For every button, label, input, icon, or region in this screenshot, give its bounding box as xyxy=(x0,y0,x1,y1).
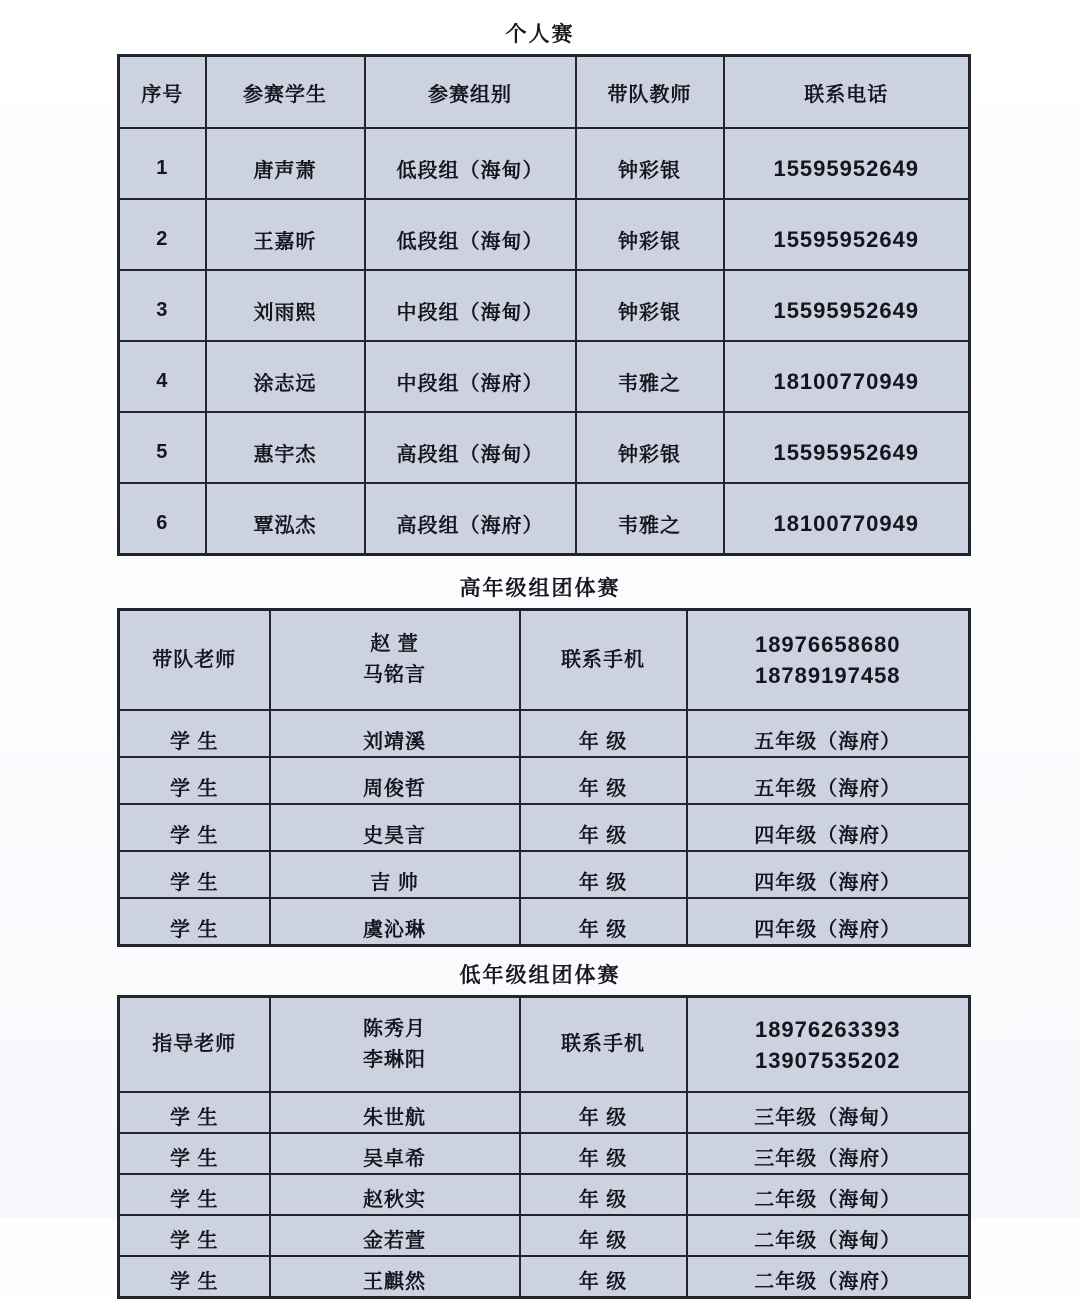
phone-cell: 18100770949 xyxy=(724,483,970,555)
leader-name: 赵 萱 xyxy=(370,633,419,655)
student-label-cell: 学 生 xyxy=(119,757,270,804)
student-label-cell: 学 生 xyxy=(119,710,270,757)
phone-cell: 15595952649 xyxy=(724,128,970,199)
student-label-cell: 学 生 xyxy=(119,1256,270,1298)
phone-numbers-cell xyxy=(687,997,970,1093)
table-row xyxy=(119,710,970,757)
phone-number: 18976658680 xyxy=(754,632,901,657)
phone-number: 18976263393 xyxy=(754,1016,901,1042)
phone-label-cell: 联系手机 xyxy=(520,610,687,711)
phone-number: 18789197458 xyxy=(754,663,901,688)
table-row xyxy=(119,412,970,483)
student-name-cell: 史昊言 xyxy=(270,804,520,851)
grade-label-cell: 年 级 xyxy=(520,898,687,946)
number-cell: 6 xyxy=(119,483,206,555)
grade-value-cell: 二年级（海甸） xyxy=(687,1174,970,1215)
student-name-cell: 金若萱 xyxy=(270,1215,520,1256)
table-row xyxy=(119,1215,970,1256)
number-cell: 1 xyxy=(119,128,206,199)
header-cell-number: 序号 xyxy=(119,56,206,129)
grade-label-cell: 年 级 xyxy=(520,1133,687,1174)
table-row xyxy=(119,1092,970,1133)
student-name-cell: 唐声萧 xyxy=(206,128,365,199)
grade-label-cell: 年 级 xyxy=(520,1092,687,1133)
student-name-cell: 周俊哲 xyxy=(270,757,520,804)
junior-team-title: 低年级组团体赛 xyxy=(459,964,621,987)
student-name-cell: 虞沁琳 xyxy=(270,898,520,946)
teacher-cell: 韦雅之 xyxy=(576,483,724,555)
student-name-cell: 刘雨熙 xyxy=(206,270,365,341)
grade-label-cell: 年 级 xyxy=(520,851,687,898)
phone-number: 13907535202 xyxy=(754,1047,901,1073)
phone-cell: 15595952649 xyxy=(724,270,970,341)
table-row xyxy=(119,757,970,804)
leader-label-cell: 带队老师 xyxy=(119,610,270,711)
table-row xyxy=(119,1174,970,1215)
phone-label-cell: 联系手机 xyxy=(520,997,687,1093)
grade-value-cell: 二年级（海甸） xyxy=(687,1215,970,1256)
group-cell: 中段组（海府） xyxy=(365,341,576,412)
student-label-cell: 学 生 xyxy=(119,851,270,898)
grade-value-cell: 四年级（海府） xyxy=(687,851,970,898)
senior-team-table xyxy=(117,608,971,947)
group-cell: 高段组（海府） xyxy=(365,483,576,555)
grade-value-cell: 四年级（海府） xyxy=(687,898,970,946)
student-name-cell: 覃泓杰 xyxy=(206,483,365,555)
table-row xyxy=(119,804,970,851)
teacher-cell: 韦雅之 xyxy=(576,341,724,412)
grade-label-cell: 年 级 xyxy=(520,1256,687,1298)
grade-value-cell: 五年级（海府） xyxy=(687,710,970,757)
header-cell-group: 参赛组别 xyxy=(365,56,576,129)
student-name-cell: 刘靖溪 xyxy=(270,710,520,757)
group-cell: 低段组（海甸） xyxy=(365,128,576,199)
table-row xyxy=(119,898,970,946)
student-name-cell: 王嘉昕 xyxy=(206,199,365,270)
header-row xyxy=(119,56,970,129)
table-row xyxy=(119,270,970,341)
grade-value-cell: 五年级（海府） xyxy=(687,757,970,804)
grade-label-cell: 年 级 xyxy=(520,1215,687,1256)
table-row xyxy=(119,128,970,199)
table-row xyxy=(119,341,970,412)
student-name-cell: 吴卓希 xyxy=(270,1133,520,1174)
student-name-cell: 王麒然 xyxy=(270,1256,520,1298)
grade-label-cell: 年 级 xyxy=(520,804,687,851)
senior-team-title: 高年级组团体赛 xyxy=(459,577,621,600)
header-row xyxy=(119,610,970,711)
grade-value-cell: 三年级（海甸） xyxy=(687,1092,970,1133)
leader-name: 陈秀月 xyxy=(363,1017,426,1040)
student-name-cell: 吉 帅 xyxy=(270,851,520,898)
student-label-cell: 学 生 xyxy=(119,1174,270,1215)
header-cell-student: 参赛学生 xyxy=(206,56,365,129)
leader-label-cell: 指导老师 xyxy=(119,997,270,1093)
student-name-cell: 赵秋实 xyxy=(270,1174,520,1215)
phone-cell: 18100770949 xyxy=(724,341,970,412)
student-label-cell: 学 生 xyxy=(119,1215,270,1256)
group-cell: 高段组（海甸） xyxy=(365,412,576,483)
junior-team-table xyxy=(117,995,971,1299)
individual-competition-title: 个人赛 xyxy=(505,23,575,46)
group-cell: 低段组（海甸） xyxy=(365,199,576,270)
teacher-cell: 钟彩银 xyxy=(576,128,724,199)
number-cell: 4 xyxy=(119,341,206,412)
leader-names-cell xyxy=(270,997,520,1093)
student-label-cell: 学 生 xyxy=(119,898,270,946)
leader-names-cell xyxy=(270,610,520,711)
phone-cell: 15595952649 xyxy=(724,412,970,483)
number-cell: 2 xyxy=(119,199,206,270)
table-row xyxy=(119,1256,970,1298)
header-cell-teacher: 带队教师 xyxy=(576,56,724,129)
header-cell-phone: 联系电话 xyxy=(724,56,970,129)
grade-value-cell: 二年级（海府） xyxy=(687,1256,970,1298)
number-cell: 3 xyxy=(119,270,206,341)
leader-name: 李琳阳 xyxy=(363,1048,426,1071)
table-row xyxy=(119,1133,970,1174)
grade-label-cell: 年 级 xyxy=(520,710,687,757)
grade-label-cell: 年 级 xyxy=(520,1174,687,1215)
student-label-cell: 学 生 xyxy=(119,1133,270,1174)
individual-competition-table xyxy=(117,54,971,556)
grade-value-cell: 三年级（海府） xyxy=(687,1133,970,1174)
grade-label-cell: 年 级 xyxy=(520,757,687,804)
teacher-cell: 钟彩银 xyxy=(576,270,724,341)
teacher-cell: 钟彩银 xyxy=(576,412,724,483)
header-row xyxy=(119,997,970,1093)
student-label-cell: 学 生 xyxy=(119,804,270,851)
grade-value-cell: 四年级（海府） xyxy=(687,804,970,851)
student-name-cell: 涂志远 xyxy=(206,341,365,412)
table-row xyxy=(119,199,970,270)
student-name-cell: 惠宇杰 xyxy=(206,412,365,483)
phone-cell: 15595952649 xyxy=(724,199,970,270)
phone-numbers-cell xyxy=(687,610,970,711)
student-name-cell: 朱世航 xyxy=(270,1092,520,1133)
group-cell: 中段组（海甸） xyxy=(365,270,576,341)
table-row xyxy=(119,483,970,555)
table-row xyxy=(119,851,970,898)
leader-name: 马铭言 xyxy=(363,664,426,686)
teacher-cell: 钟彩银 xyxy=(576,199,724,270)
student-label-cell: 学 生 xyxy=(119,1092,270,1133)
number-cell: 5 xyxy=(119,412,206,483)
